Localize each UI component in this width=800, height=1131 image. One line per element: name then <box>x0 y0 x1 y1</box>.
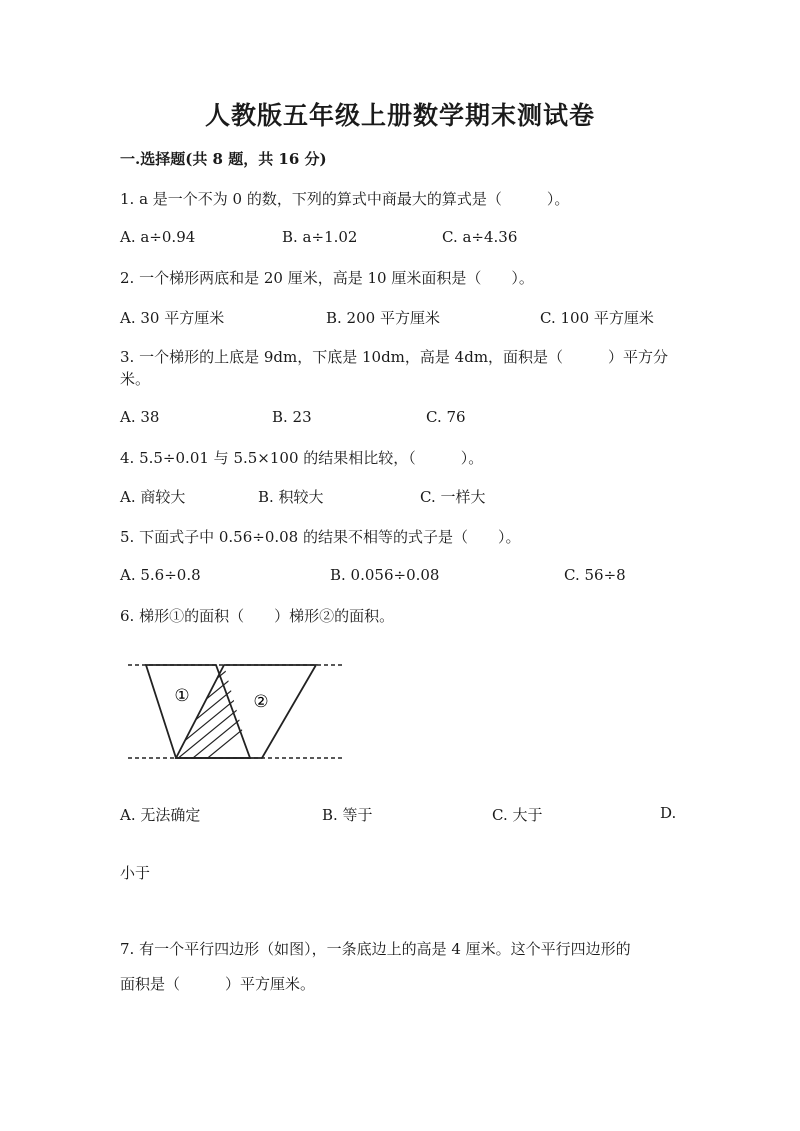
question-3-line1: 3. 一个梯形的上底是 9dm，下底是 10dm，高是 4dm，面积是（ ）平方分 <box>120 348 669 366</box>
q4-option-b: B. 积较大 <box>258 488 324 506</box>
q6-option-a: A. 无法确定 <box>120 806 201 824</box>
label-trapezoid-1: ① <box>174 686 190 706</box>
q2-option-b: B. 200 平方厘米 <box>326 309 440 327</box>
page-title: 人教版五年级上册数学期末测试卷 <box>204 101 595 130</box>
section-heading: 一.选择题(共 8 题，共 16 分) <box>120 150 327 168</box>
q3-option-c: C. 76 <box>426 408 466 426</box>
question-4: 4. 5.5÷0.01 与 5.5×100 的结果相比较，（ ）。 <box>120 449 484 467</box>
trapezoid-figure <box>120 655 350 765</box>
q3-option-b: B. 23 <box>272 408 312 426</box>
q4-option-a: A. 商较大 <box>120 488 186 506</box>
q4-option-c: C. 一样大 <box>420 488 486 506</box>
question-6: 6. 梯形①的面积（ ）梯形②的面积。 <box>120 607 395 625</box>
q1-option-b: B. a÷1.02 <box>282 228 358 246</box>
q5-option-a: A. 5.6÷0.8 <box>120 566 201 584</box>
question-2: 2. 一个梯形两底和是 20 厘米，高是 10 厘米面积是（ ）。 <box>120 269 534 287</box>
q6-option-c: C. 大于 <box>492 806 543 824</box>
q6-option-d-text: 小于 <box>120 864 151 882</box>
question-5: 5. 下面式子中 0.56÷0.08 的结果不相等的式子是（ ）。 <box>120 528 521 546</box>
trapezoid-2 <box>176 665 316 758</box>
q3-option-a: A. 38 <box>120 408 160 426</box>
label-trapezoid-2: ② <box>253 692 269 712</box>
question-7-line2: 面积是（ ）平方厘米。 <box>120 975 316 993</box>
q5-option-b: B. 0.056÷0.08 <box>330 566 440 584</box>
q5-option-c: C. 56÷8 <box>564 566 626 584</box>
question-3-line2: 米。 <box>120 370 151 388</box>
q1-option-c: C. a÷4.36 <box>442 228 518 246</box>
q6-option-d: D. <box>660 804 677 822</box>
q2-option-a: A. 30 平方厘米 <box>120 309 225 327</box>
q6-option-b: B. 等于 <box>322 806 373 824</box>
question-7-line1: 7. 有一个平行四边形（如图），一条底边上的高是 4 厘米。这个平行四边形的 <box>120 940 631 958</box>
question-1: 1. a 是一个不为 0 的数，下列的算式中商最大的算式是（ ）。 <box>120 190 570 208</box>
q1-option-a: A. a÷0.94 <box>120 228 196 246</box>
q2-option-c: C. 100 平方厘米 <box>540 309 654 327</box>
